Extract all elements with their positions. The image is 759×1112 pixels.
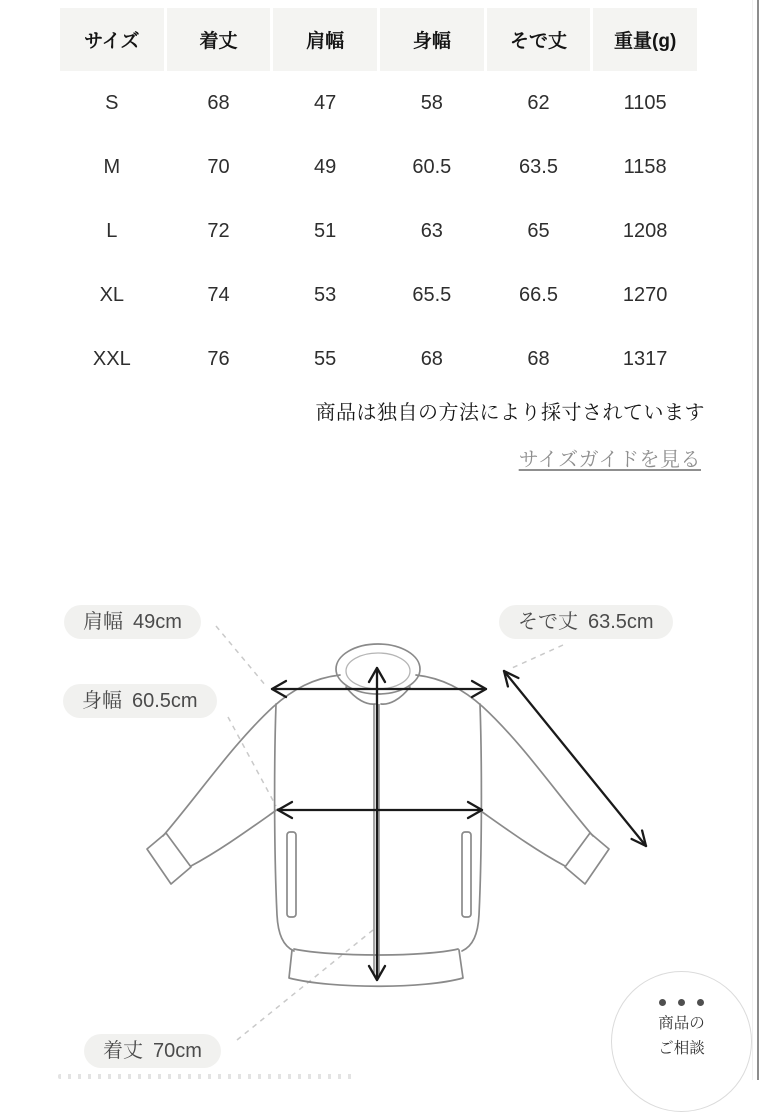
size-cell: XL — [99, 283, 125, 306]
sleeve-length-label — [499, 605, 673, 639]
label-name: 肩幅 — [83, 611, 123, 633]
collar-front-left — [346, 687, 375, 704]
right-cuff — [565, 833, 609, 884]
page-edge-divider — [752, 0, 753, 1080]
measure-cell: 55 — [314, 347, 337, 370]
size-cell: M — [103, 155, 121, 178]
measure-cell: 62 — [527, 91, 550, 114]
measure-cell: 47 — [314, 91, 337, 114]
leader-lines — [216, 626, 563, 1040]
label-name: 身幅 — [82, 690, 122, 712]
measure-cell: 65.5 — [412, 283, 452, 306]
column-header: 着丈 — [167, 8, 271, 71]
measure-cell: 68 — [420, 347, 443, 370]
product-consult-button[interactable] — [611, 971, 752, 1112]
measure-cell: 63 — [420, 219, 443, 242]
left-pocket — [287, 832, 296, 917]
measure-cell: 1158 — [623, 155, 667, 178]
hem-bottom — [289, 950, 463, 986]
size-cell: S — [105, 91, 119, 114]
measure-cell: 65 — [527, 219, 550, 242]
label-name: そで丈 — [518, 611, 578, 633]
consult-label-line1: 商品の — [658, 1015, 705, 1032]
measure-cell: 66.5 — [519, 283, 558, 306]
sleeve-length-arrow — [504, 671, 646, 846]
size-cell: XXL — [92, 347, 131, 370]
size-cell: L — [106, 219, 118, 242]
body-width-arrow — [278, 802, 482, 818]
leader-shoulder — [216, 626, 266, 686]
measure-cell: 58 — [420, 91, 443, 114]
collar-inner — [346, 653, 410, 689]
label-value: 70cm — [153, 1040, 202, 1062]
column-header: 肩幅 — [273, 8, 377, 71]
measure-cell: 60.5 — [412, 155, 452, 178]
three-dots-icon — [612, 999, 751, 1006]
collar-outer — [336, 644, 420, 694]
measure-cell: 1105 — [623, 91, 667, 114]
measure-cell: 76 — [207, 347, 230, 370]
right-sleeve-underside — [478, 809, 565, 866]
left-body-side — [275, 704, 294, 951]
measure-cell: 68 — [207, 91, 230, 114]
measure-cell: 74 — [207, 283, 230, 306]
length-label — [84, 1034, 221, 1068]
leader-length — [237, 930, 373, 1040]
measure-cell: 70 — [207, 155, 230, 178]
column-header: 重量(g) — [593, 8, 697, 71]
consult-label-line2: ご相談 — [658, 1040, 705, 1058]
right-sleeve-outer — [416, 675, 593, 836]
clipped-text-remnant — [58, 1074, 358, 1079]
measure-cell: 63.5 — [519, 155, 558, 178]
label-value: 60.5cm — [132, 690, 198, 712]
collar-front-right — [381, 687, 410, 704]
measure-cell: 49 — [314, 155, 337, 178]
right-pocket — [462, 832, 471, 917]
body-width-label — [63, 684, 217, 718]
shoulder-width-label — [64, 605, 201, 639]
measure-cell: 72 — [207, 219, 230, 242]
shoulder-width-arrow — [272, 681, 486, 697]
measure-cell: 51 — [314, 219, 337, 242]
leader-sleeve — [512, 645, 563, 668]
measure-cell: 1208 — [622, 219, 668, 242]
right-body-side — [462, 704, 481, 951]
leader-body-width — [228, 717, 276, 806]
length-arrow — [369, 668, 385, 980]
measure-cell: 68 — [527, 347, 550, 370]
measure-cell: 1317 — [622, 347, 668, 370]
hem-top — [294, 949, 458, 955]
column-header: サイズ — [60, 8, 164, 71]
size-guide-link[interactable]: サイズガイドを見る — [518, 449, 701, 471]
label-value: 63.5cm — [588, 611, 654, 633]
measurement-note: 商品は独自の方法により採寸されています — [315, 402, 705, 424]
label-name: 着丈 — [103, 1040, 143, 1062]
left-cuff — [147, 833, 191, 884]
zipper — [374, 704, 379, 975]
left-sleeve-underside — [191, 809, 278, 866]
measure-cell: 1270 — [622, 283, 668, 306]
size-table — [60, 8, 697, 391]
column-header: そで丈 — [487, 8, 591, 71]
column-header: 身幅 — [380, 8, 484, 71]
measure-cell: 53 — [314, 283, 337, 306]
label-value: 49cm — [133, 611, 182, 633]
